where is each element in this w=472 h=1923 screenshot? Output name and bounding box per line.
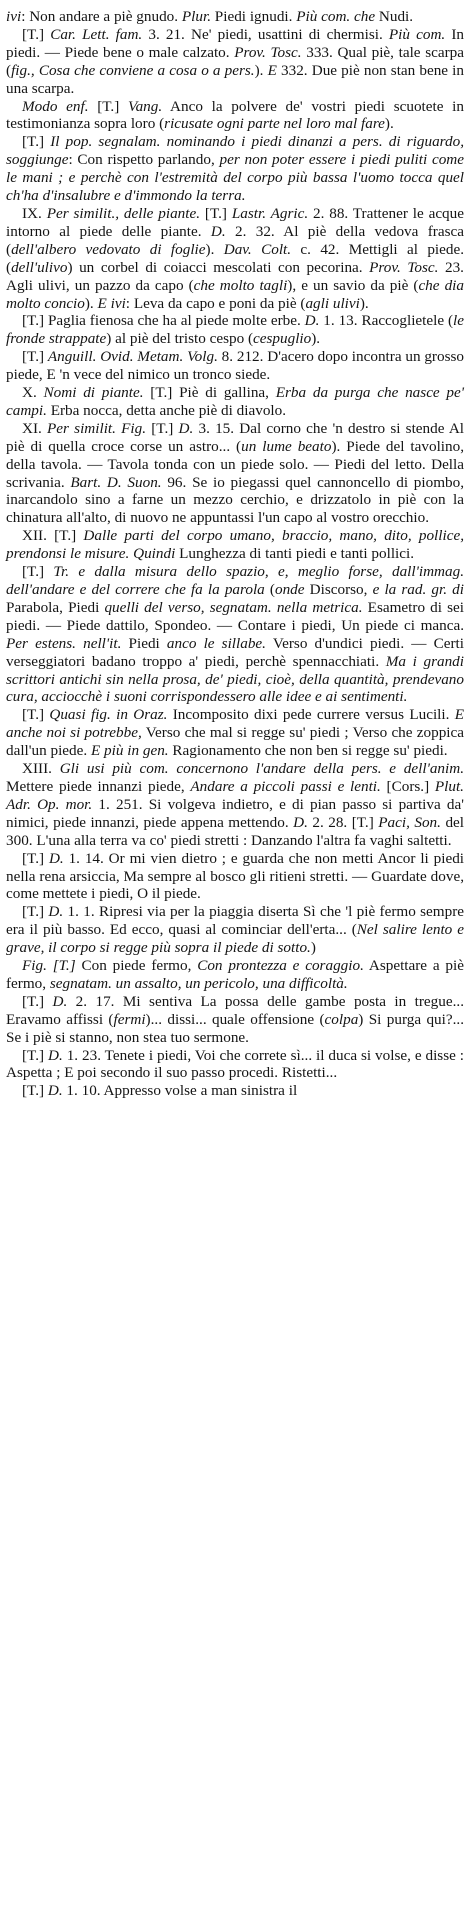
entry-paragraph [6,1082,464,1100]
italic-text: anco le sillabe. [166,634,266,652]
text-run: XII. [T.] [22,527,84,545]
text-run: : Non andare a piè gnudo. [21,8,182,25]
italic-text: colpa [324,1010,359,1028]
italic-text: Bart. D. Suon. [70,473,162,491]
italic-text: E ivi [97,294,126,312]
text-run: [T.] [22,1046,48,1064]
italic-text: dell'albero vedovato di foglie [11,240,206,258]
italic-text: le fronde strappate [6,312,464,348]
text-run: Erba nocca, detta anche piè di diavolo. [46,401,287,419]
italic-text: Andare a piccoli passi e lenti. [190,777,381,795]
italic-text: E [267,61,277,79]
text-run: c. 42. Mettigli al piede. ( [6,240,465,276]
text-run: [T.] [22,1082,48,1100]
text-run: 1. 13. Raccoglietele ( [319,312,454,330]
text-run: [T.] [22,849,49,867]
text-run: [T.] [22,133,51,151]
text-run: 333. Qual piè, tale scarpa ( [6,43,464,79]
italic-text: quelli del verso, segnatam. nella metrica. [104,598,363,616]
italic-text: Il pop. segnalam. nominando i piedi dinanzi a pers. di riguardo, soggiunge [6,133,465,169]
text-run: 1. 23. Tenete i piedi, Voi che correte sì... il duca si volse, e disse : Aspetta ; E poi secondo il suo passo procedi. Ristetti... [6,1046,465,1082]
entry-paragraph [6,760,464,850]
italic-text: D. [178,419,194,437]
text-run: ). [254,61,268,79]
entry-paragraph [6,706,464,760]
text-run: XI. [22,419,48,437]
italic-text: E anche noi si potrebbe, [6,706,465,742]
text-run: 1. 10. Appresso volse a man sinistra il [62,1082,298,1100]
entry-paragraph [6,957,464,993]
text-run: 96. Se io piegassi quel cannoncello di piombo, inarcandolo sino a farne un mezzo cerchio, e drizzatolo in piè con la chinatura all'alto, di nuovo ne appuntassi l'un capo al vostro orecchio. [6,473,465,527]
italic-text: Car. Lett. fam. [50,25,143,43]
text-run: 2. 88. Trattener le acque intorno al piede delle piante. [6,204,464,240]
italic-text: che dia molto concio [6,276,464,312]
text-run: [Cors.] [380,777,435,795]
italic-text: D. [304,312,320,330]
text-run: 1. 14. Or mi vien dietro ; e guarda che non metti Ancor li piedi nella rena arsiccia, Ma sempre al bosco gli ritieni stretti. — Guardate dove, come mettete i piedi, O il piede. [6,849,465,903]
text-run: Incomposito dixi pede currere versus Lucili. [167,706,455,724]
text-run: Mettere piede innanzi piede, [6,777,191,795]
text-run: [T.] Paglia fienosa che ha al piede molte erbe. [22,312,305,330]
entry-paragraph [6,312,464,348]
text-run: Verso che mal si regge su' piedi ; Verso che zoppica dall'un piede. [6,724,464,760]
entry-paragraph [6,98,464,134]
text-run: [T.] [22,563,54,581]
text-run: [T.] [22,992,53,1010]
text-run: 2. 28. [T.] [307,813,379,831]
dictionary-entry-body [6,8,464,1100]
italic-text: cespuglio [253,330,312,348]
italic-text: Più com. [388,25,446,43]
italic-text: Plur. [181,8,211,25]
italic-text: Per similit. Fig. [47,419,147,437]
italic-text: D. [210,222,226,240]
italic-text: segnatam. un assalto, un pericolo, una difficoltà. [49,974,348,992]
text-run: [T.] [22,348,48,366]
text-run: ( [264,581,275,598]
italic-text: Dav. Colt. [223,240,292,258]
text-run: ) al piè del tristo cespo ( [106,330,254,348]
entry-paragraph [6,348,464,384]
text-run: ). [311,330,321,348]
italic-text: Più com. che [296,8,376,25]
italic-text: Tr. e dalla misura dello spazio, e, meglio forse, dall'immag. dell'andare e del correre che fa la parola [6,563,464,598]
text-run: In piedi. — Piede bene o male calzato. [6,25,465,61]
text-run: [T.] [22,903,49,921]
text-run: 8. 212. D'acero dopo incontra un grosso piede, E 'n vece del nimico un tronco siede. [6,348,465,384]
text-run: [T.] [22,25,51,43]
text-run: [T.] [146,419,179,437]
entry-paragraph [6,420,464,527]
italic-text: Gli usi più com. concernono l'andare della pers. e dell'anim. [59,760,464,778]
text-run: ). [205,240,224,258]
text-run: 23. Agli ulivi, un pazzo da capo ( [6,258,464,294]
italic-text: D. [48,903,64,921]
italic-text: Prov. Tosc. [369,258,439,276]
text-run: IX. [22,204,47,222]
text-run: ) un corbel di coiacci mescolati con pecorina. [67,258,370,276]
italic-text: ricusate ogni parte nel loro mal fare [164,115,385,133]
text-run: ). Piede del tavolino, della tavola. — Tavola tonda con un piede solo. — Piedi del letto. Della scrivania. [6,437,464,491]
italic-text: Fig. [T.] [22,957,82,975]
italic-text: Quasi fig. in Oraz. [49,706,168,724]
italic-text: dell'ulivo [11,258,68,276]
text-run: Anco la polvere de' vostri piedi scuotete in testimonianza sopra loro ( [6,97,464,133]
italic-text: agli ulivi [305,294,360,312]
text-run: XIII. [22,760,60,778]
italic-text: Nomi di piante. [43,384,144,402]
text-run: Ragionamento che non ben si regge su' piedi. [168,742,448,760]
text-run: ). [84,294,98,312]
text-run: 2. 17. Mi sentiva La possa delle gambe posta in tregue... Eravamo affissi ( [6,992,464,1028]
italic-text: D. [48,849,64,867]
italic-text: Dalle parti del corpo umano, braccio, mano, dito, pollice, prendonsi le misure. Quindi [6,527,464,563]
text-run: : Con rispetto parlando, [68,151,220,169]
italic-text: Anguill. Ovid. Metam. Volg. [47,348,218,366]
text-run: Aspettare a piè fermo, [6,957,464,992]
italic-text: Modo enf. [22,97,89,115]
italic-text: ivi [6,8,22,25]
italic-text: Con prontezza e coraggio. [197,957,364,975]
text-run: 332. Due piè non stan bene in una scarpa. [6,61,464,97]
text-run: [T.] [22,706,50,724]
italic-text: fig., Cosa che conviene a cosa o a pers. [11,61,255,79]
text-run: 1. 251. Si volgeva indietro, e di pian passo si partiva da' nimici, piede innanzi, piede appena mettendo. [6,795,464,831]
italic-text: Vang. [127,97,163,115]
italic-text: fermi [113,1010,146,1028]
text-run: Con piede fermo, [81,957,198,975]
entry-paragraph [6,563,464,706]
italic-text: D. [52,992,68,1010]
italic-text: D. [47,1082,63,1100]
entry-paragraph [6,8,464,26]
text-run: 3. 15. Dal corno che 'n destro si stende Al piè di quella croce corse un astro... ( [6,419,465,455]
text-run: )... dissi... quale offensione ( [145,1010,325,1028]
entry-paragraph [6,850,464,904]
italic-text: e la rad. gr. di [372,581,464,598]
text-run: Lunghezza di tanti piedi e tanti pollici. [175,545,415,563]
entry-paragraph [6,903,464,957]
text-run: X. [22,384,44,402]
italic-text: Nel salire lento e grave, il corpo si regge più sopra il piede di sotto. [6,921,465,957]
italic-text: Ma i grandi scrittori antichi sin nella prosa, de' piedi, cioè, della quantità, prendevano cura, acciocchè i suoni corrispondessero alle idee e ai sentimenti. [6,652,464,706]
text-run: 3. 21. Ne' piedi, usattini di chermisi. [142,25,389,43]
text-run: Nudi. [375,8,414,25]
entry-paragraph [6,1047,464,1083]
italic-text: onde [274,581,305,598]
entry-paragraph [6,993,464,1047]
text-run: ) [310,939,316,957]
text-run: : Leva da capo e poni da piè ( [125,294,306,312]
italic-text: un lume beato [241,437,332,455]
text-run: [T.] [88,97,128,115]
text-run: 1. 1. Ripresi via per la piaggia diserta Sì che 'l piè fermo sempre era il più basso. Ed ecco, quasi al cominciar dell'erta... ( [6,903,464,939]
text-run: ). [384,115,394,133]
entry-paragraph [6,205,464,312]
text-run: [T.] [200,204,232,222]
text-run: 2. 32. Al piè della vedova frasca ( [6,222,464,258]
italic-text: Lastr. Agric. [231,204,309,222]
entry-paragraph [6,527,464,563]
text-run: del 300. L'una alla terra va co' piedi stretti : Danzando l'altra fa vaghi saltetti. [6,813,464,849]
italic-text: Paci, Son. [378,813,441,831]
text-run: [T.] Piè di gallina, [143,384,276,402]
italic-text: per non poter essere i piedi puliti come le mani ; e perchè con l'estremità del corpo più bassa l'uomo tocca quel ch'ha d'insalubre e d'immondo la terra. [6,151,465,205]
entry-paragraph [6,384,464,420]
text-run: Piedi [121,634,167,652]
text-run: Verso d'undici piedi. — Certi verseggiatori badano troppo a' piedi, perchè spennacchiati. [6,634,464,670]
italic-text: D. [48,1046,63,1064]
italic-text: Per estens. nell'it. [6,634,122,652]
italic-text: Prov. Tosc. [234,43,302,61]
text-run: ), e un savio da piè ( [287,276,419,294]
italic-text: Erba da purga che nasce pe' campi. [6,384,465,419]
text-run: Esametro di sei piedi. — Piede dattilo, Spondeo. — Contare i piedi, Un piede ci manca. [6,598,465,634]
entry-paragraph [6,26,464,98]
italic-text: D. [293,813,308,831]
italic-text: che molto tagli [193,276,288,294]
text-run: ). [359,294,369,312]
text-run: Piedi ignudi. [211,8,297,25]
italic-text: E più in gen. [90,742,169,760]
text-run: Parabola, Piedi [6,598,105,616]
text-run: Discorso, [304,581,373,598]
text-run: ) Si purga qui?... Se i piè si stanno, non stea tuo sermone. [6,1010,465,1046]
entry-paragraph [6,133,464,205]
italic-text: Plut. Adr. Op. mor. [6,777,464,813]
italic-text: Per similit., delle piante. [46,204,201,222]
